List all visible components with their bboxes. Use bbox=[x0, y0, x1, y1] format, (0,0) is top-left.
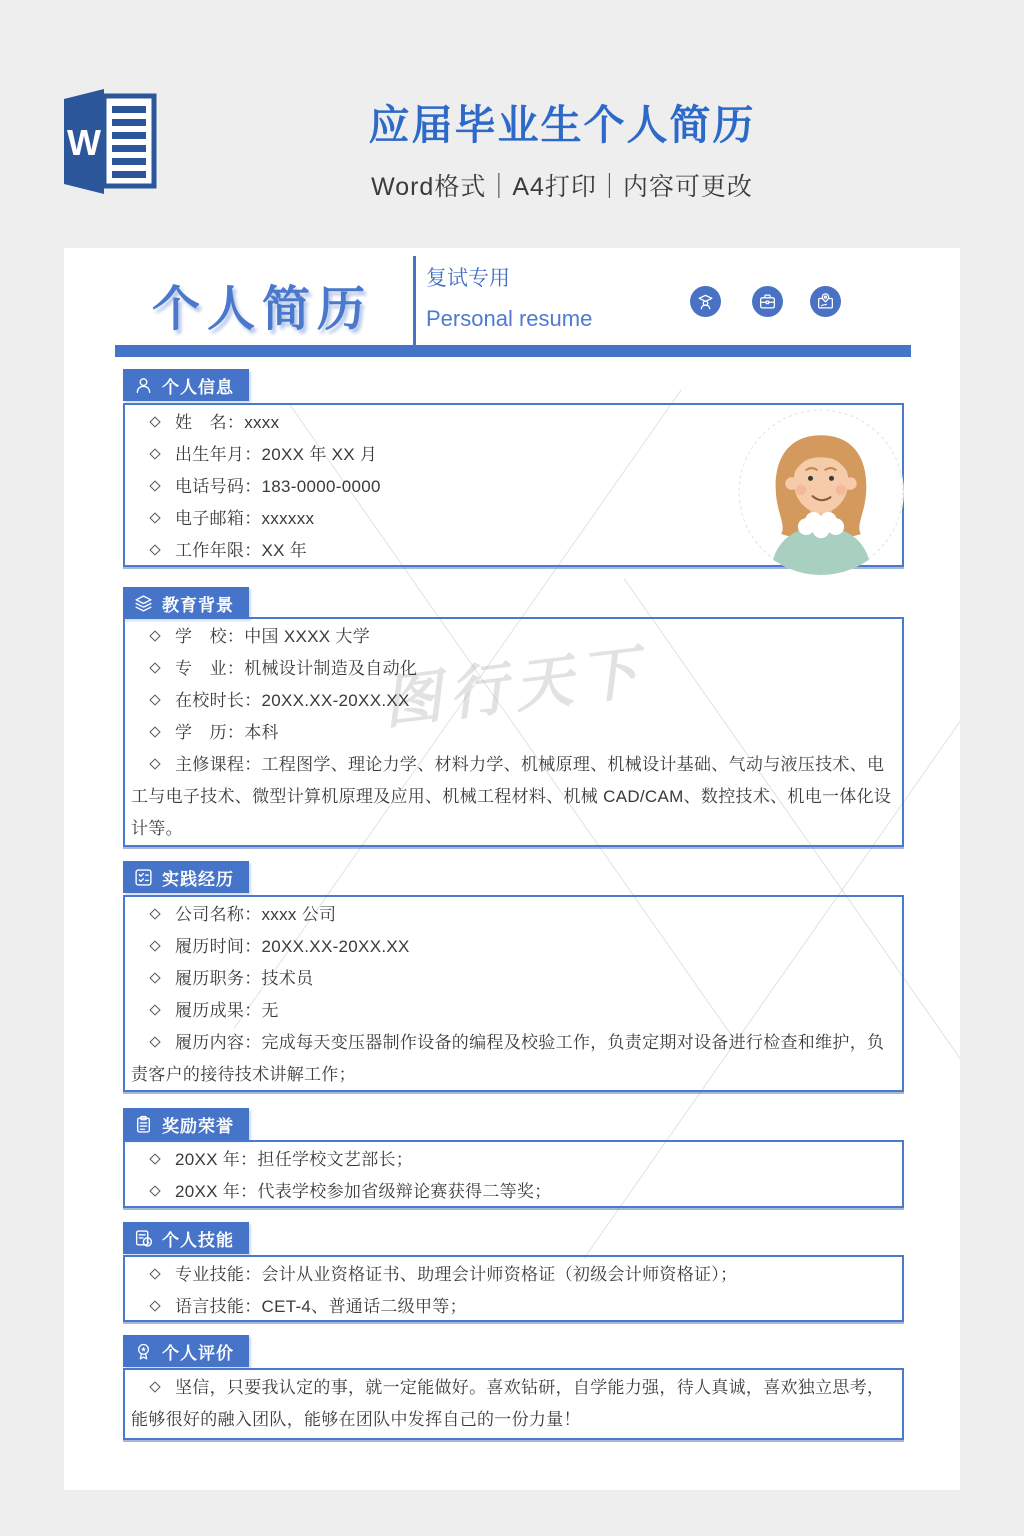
field-text: 电话号码：183-0000-0000 bbox=[175, 477, 381, 496]
resume-field bbox=[131, 621, 894, 653]
field-text: 姓 名：xxxx bbox=[175, 413, 280, 432]
field-text: 公司名称：xxxx 公司 bbox=[175, 905, 337, 924]
resume-field bbox=[131, 1176, 894, 1208]
resume-field bbox=[131, 899, 894, 931]
diamond-bullet-icon bbox=[149, 544, 160, 555]
section-box-practice bbox=[123, 895, 904, 1092]
field-text: 出生年月：20XX 年 XX 月 bbox=[175, 445, 378, 464]
header-rule-bar bbox=[115, 345, 911, 357]
field-text: 履历成果：无 bbox=[175, 1001, 279, 1020]
diamond-bullet-icon bbox=[149, 448, 160, 459]
map-pin-icon bbox=[810, 286, 841, 317]
section-label: 奖励荣誉 bbox=[162, 1116, 234, 1136]
resume-field bbox=[131, 749, 894, 845]
field-text: 20XX 年：担任学校文艺部长； bbox=[175, 1150, 414, 1169]
resume-field bbox=[131, 931, 894, 963]
resume-field bbox=[131, 995, 894, 1027]
resume-field bbox=[131, 685, 894, 717]
resume-field bbox=[131, 963, 894, 995]
svg-text:W: W bbox=[67, 122, 101, 163]
section-label: 个人技能 bbox=[162, 1230, 234, 1250]
field-text: 语言技能：CET-4、普通话二级甲等； bbox=[175, 1297, 467, 1316]
section-label: 实践经历 bbox=[162, 869, 234, 889]
section-label: 个人评价 bbox=[162, 1343, 234, 1363]
field-text: 在校时长：20XX.XX-20XX.XX bbox=[175, 691, 410, 710]
resume-field bbox=[131, 1259, 894, 1291]
medal-icon bbox=[134, 1342, 153, 1361]
section-badge-awards bbox=[123, 1108, 249, 1140]
diamond-bullet-icon bbox=[149, 972, 160, 983]
field-text: 履历时间：20XX.XX-20XX.XX bbox=[175, 937, 410, 956]
diamond-bullet-icon bbox=[149, 630, 160, 641]
section-badge-skills bbox=[123, 1222, 249, 1254]
field-text: 主修课程：工程图学、理论力学、材料力学、机械原理、机械设计基础、气动与液压技术、电工与电子技术、微型计算机原理及应用、机械工程材料、机械 CAD/CAM、数控技术、机电一体化设计等。 bbox=[131, 755, 892, 838]
diamond-bullet-icon bbox=[149, 1381, 160, 1392]
field-text: 坚信，只要我认定的事，就一定能做好。喜欢钻研，自学能力强，待人真诚，喜欢独立思考，能够很好的融入团队，能够在团队中发挥自己的一份力量！ bbox=[131, 1378, 885, 1429]
section-badge-education bbox=[123, 587, 249, 619]
word-logo-icon bbox=[64, 86, 160, 198]
diamond-bullet-icon bbox=[149, 1185, 160, 1196]
field-text: 履历职务：技术员 bbox=[175, 969, 314, 988]
briefcase-icon bbox=[752, 286, 783, 317]
graduate-icon bbox=[690, 286, 721, 317]
promo-header bbox=[200, 92, 924, 203]
resume-page bbox=[64, 248, 960, 1490]
field-text: 专 业：机械设计制造及自动化 bbox=[175, 659, 418, 678]
field-text: 履历内容：完成每天变压器制作设备的编程及校验工作，负责定期对设备进行检查和维护，负责客户的接待技术讲解工作； bbox=[131, 1033, 885, 1084]
field-text: 学 校：中国 XXXX 大学 bbox=[175, 627, 371, 646]
diamond-bullet-icon bbox=[149, 694, 160, 705]
diamond-bullet-icon bbox=[149, 908, 160, 919]
field-text: 学 历：本科 bbox=[175, 723, 279, 742]
resume-field bbox=[131, 1291, 894, 1322]
page-title: 应届毕业生个人简历 bbox=[368, 102, 756, 148]
diamond-bullet-icon bbox=[149, 940, 160, 951]
resume-field bbox=[131, 717, 894, 749]
checklist-icon bbox=[134, 868, 153, 887]
resume-field bbox=[131, 653, 894, 685]
section-box-skills bbox=[123, 1255, 904, 1322]
section-box-education bbox=[123, 617, 904, 847]
diamond-bullet-icon bbox=[149, 480, 160, 491]
page-subtitle: Word格式｜A4打印｜内容可更改 bbox=[371, 173, 753, 201]
section-badge-evaluation bbox=[123, 1335, 249, 1367]
section-box-awards bbox=[123, 1140, 904, 1208]
diamond-bullet-icon bbox=[149, 758, 160, 769]
diamond-bullet-icon bbox=[149, 1153, 160, 1164]
section-badge-personal-info bbox=[123, 369, 249, 401]
section-label: 个人信息 bbox=[162, 377, 234, 397]
diamond-bullet-icon bbox=[149, 416, 160, 427]
diamond-bullet-icon bbox=[149, 662, 160, 673]
resume-field bbox=[131, 1372, 894, 1436]
resume-subtitle: Personal resume bbox=[426, 306, 593, 331]
diamond-bullet-icon bbox=[149, 1004, 160, 1015]
diamond-bullet-icon bbox=[149, 726, 160, 737]
diamond-bullet-icon bbox=[149, 1036, 160, 1047]
section-box-evaluation bbox=[123, 1368, 904, 1440]
clipboard-icon bbox=[134, 1115, 153, 1134]
resume-tag: 复试专用 bbox=[426, 267, 510, 290]
person-icon bbox=[134, 376, 153, 395]
field-text: 专业技能：会计从业资格证书、助理会计师资格证（初级会计师资格证）； bbox=[175, 1265, 738, 1284]
books-icon bbox=[134, 594, 153, 613]
avatar bbox=[737, 408, 905, 576]
diamond-bullet-icon bbox=[149, 512, 160, 523]
section-label: 教育背景 bbox=[162, 595, 234, 615]
field-text: 20XX 年：代表学校参加省级辩论赛获得二等奖； bbox=[175, 1182, 552, 1201]
diamond-bullet-icon bbox=[149, 1300, 160, 1311]
resume-title: 个人简历 bbox=[152, 283, 373, 336]
header-divider bbox=[413, 256, 416, 346]
watermark-text: 图行天下 bbox=[379, 637, 650, 737]
resume-field bbox=[131, 1027, 894, 1091]
certificate-icon bbox=[134, 1229, 153, 1248]
field-text: 电子邮箱：xxxxxx bbox=[175, 509, 315, 528]
resume-field bbox=[131, 1144, 894, 1176]
diamond-bullet-icon bbox=[149, 1268, 160, 1279]
section-badge-practice bbox=[123, 861, 249, 893]
field-text: 工作年限：XX 年 bbox=[175, 541, 308, 560]
